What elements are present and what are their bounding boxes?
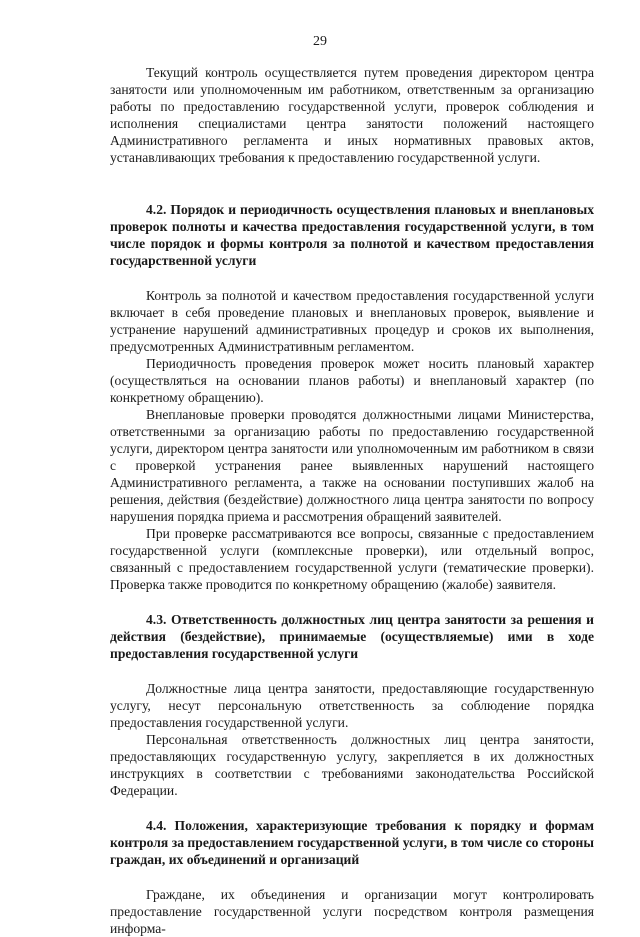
spacer bbox=[110, 593, 594, 611]
spacer bbox=[110, 269, 594, 287]
document-body bbox=[110, 64, 594, 937]
spacer bbox=[110, 868, 594, 886]
spacer bbox=[110, 799, 594, 817]
spacer bbox=[110, 184, 594, 201]
paragraph-quality-control: Контроль за полнотой и качеством предоставления государственной услуги включает в себя проведение плановых и внеплановых проверок, выявление и устранение нарушений административных процедур и сроков их выполнения, предусмотренных Административным регламентом. bbox=[110, 288, 594, 354]
paragraph-inspection-scope: При проверке рассматриваются все вопросы, связанные с предоставлением государственной услуги (комплексные проверки), или отдельный вопрос, связанный с предоставлением государственной услуги (тематические проверки). Проверка также проводится по конкретному обращению (жалобе) заявителя. bbox=[110, 526, 594, 592]
paragraph-inspection-periodicity: Периодичность проведения проверок может носить плановый характер (осуществляться на основании планов работы) и внеплановый характер (по конкретному обращению). bbox=[110, 356, 594, 405]
page-number: 29 bbox=[313, 34, 327, 49]
paragraph-citizen-control: Граждане, их объединения и организации могут контролировать предоставление государственной услуги посредством контроля размещения информа- bbox=[110, 887, 594, 936]
spacer bbox=[110, 662, 594, 680]
section-heading-4-3: 4.3. Ответственность должностных лиц центра занятости за решения и действия (бездействие), принимаемые (осуществляемые) ими в ходе предоставления государственной услуги bbox=[110, 612, 594, 661]
paragraph-personal-responsibility: Должностные лица центра занятости, предоставляющие государственную услугу, несут персональную ответственность за соблюдение порядка предоставления государственной услуги. bbox=[110, 681, 594, 730]
section-heading-4-2: 4.2. Порядок и периодичность осуществления плановых и внеплановых проверок полноты и качества предоставления государственной услуги, в том числе порядок и формы контроля за полнотой и качеством предоставления государственной услуги bbox=[110, 202, 594, 268]
spacer bbox=[110, 166, 594, 184]
paragraph-unscheduled-inspections: Внеплановые проверки проводятся должностными лицами Министерства, ответственными за организацию работы по предоставлению государственной услуги, директором центра занятости или уполномоченным им работником в связи с проверкой устранения ранее выявленных нарушений настоящего Административного регламента, а также на основании поступивших жалоб на решения, действия (бездействие) должностного лица центра занятости по вопросу нарушения порядка приема и рассмотрения обращений заявителей. bbox=[110, 407, 594, 524]
paragraph-job-descriptions: Персональная ответственность должностных лиц центра занятости, предоставляющих государственную услугу, закрепляется в их должностных инструкциях в соответствии с требованиями законодательства Российской Федерации. bbox=[110, 732, 594, 798]
paragraph-current-control: Текущий контроль осуществляется путем проведения директором центра занятости или уполномоченным им работником, ответственным за организацию работы по предоставлению государственной услуги, проверок соблюдения и исполнения специалистами центра занятости положений настоящего Административного регламента и иных нормативных правовых актов, устанавливающих требования к предоставлению государственной услуги. bbox=[110, 65, 594, 165]
section-heading-4-4: 4.4. Положения, характеризующие требования к порядку и формам контроля за предоставлением государственной услуги, в том числе со стороны граждан, их объединений и организаций bbox=[110, 818, 594, 867]
